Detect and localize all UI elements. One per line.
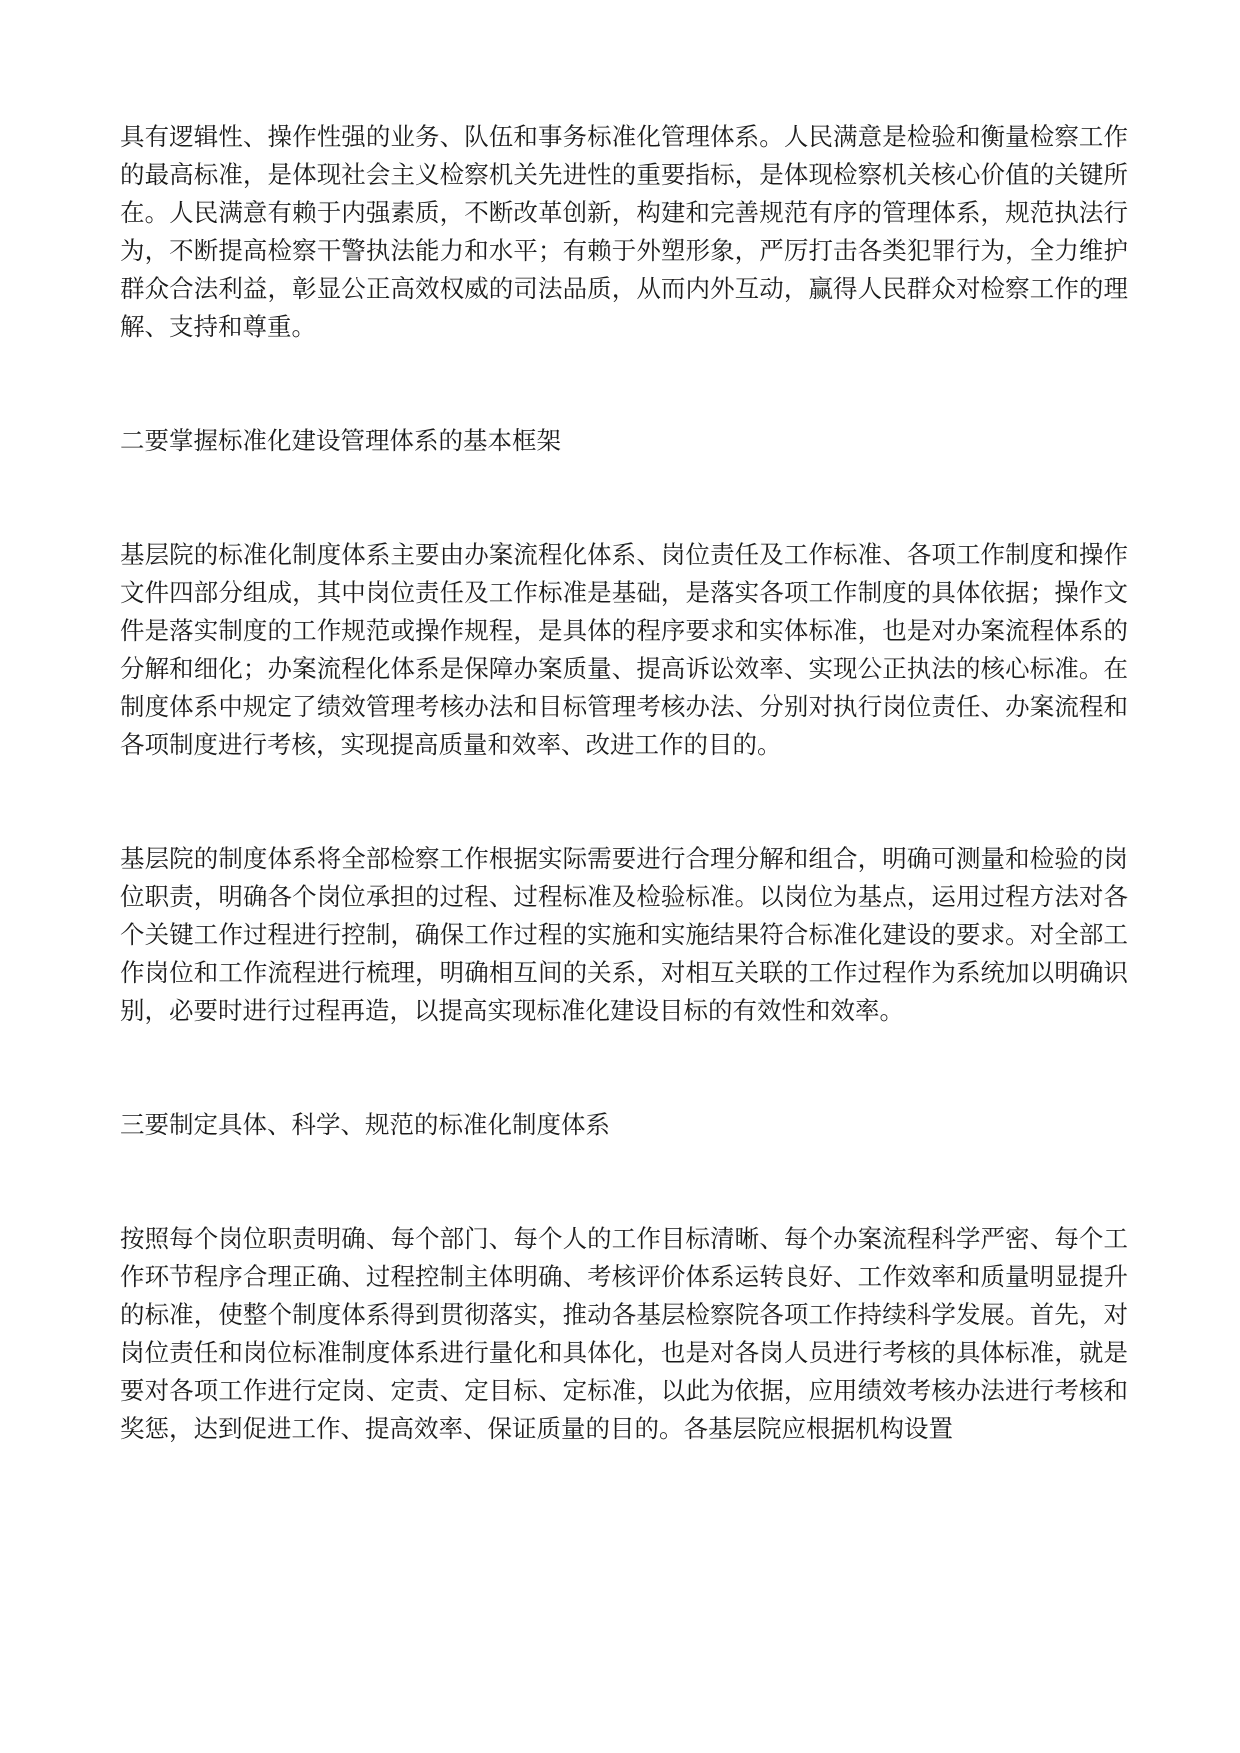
paragraph-gap bbox=[120, 1144, 1128, 1220]
paragraph-gap bbox=[120, 764, 1128, 840]
paragraph-system: 基层院的制度体系将全部检察工作根据实际需要进行合理分解和组合，明确可测量和检验的岗位职责，明确各个岗位承担的过程、过程标准及检验标准。以岗位为基点，运用过程方法对各个关键工作过程进行控制，确保工作过程的实施和实施结果符合标准化建设的要求。对全部工作岗位和工作流程进行梳理，明确相互间的关系，对相互关联的工作过程作为系统加以明确识别，必要时进行过程再造，以提高实现标准化建设目标的有效性和效率。 bbox=[120, 844, 1128, 1025]
paragraph-gap bbox=[120, 346, 1128, 422]
paragraph-gap bbox=[120, 1030, 1128, 1106]
section-heading-3: 三要制定具体、科学、规范的标准化制度体系 bbox=[120, 1110, 610, 1139]
paragraph-standards: 按照每个岗位职责明确、每个部门、每个人的工作目标清晰、每个办案流程科学严密、每个工作环节程序合理正确、过程控制主体明确、考核评价体系运转良好、工作效率和质量明显提升的标准，使整个制度体系得到贯彻落实，推动各基层检察院各项工作持续科学发展。首先，对岗位责任和岗位标准制度体系进行量化和具体化，也是对各岗人员进行考核的具体标准，就是要对各项工作进行定岗、定责、定目标、定标准，以此为依据，应用绩效考核办法进行考核和奖惩，达到促进工作、提高效率、保证质量的目的。各基层院应根据机构设置 bbox=[120, 1224, 1128, 1443]
paragraph-gap bbox=[120, 460, 1128, 536]
document-page bbox=[120, 118, 1128, 1448]
paragraph-framework: 基层院的标准化制度体系主要由办案流程化体系、岗位责任及工作标准、各项工作制度和操作文件四部分组成，其中岗位责任及工作标准是基础，是落实各项工作制度的具体依据；操作文件是落实制度的工作规范或操作规程，是具体的程序要求和实体标准，也是对办案流程体系的分解和细化；办案流程化体系是保障办案质量、提高诉讼效率、实现公正执法的核心标准。在制度体系中规定了绩效管理考核办法和目标管理考核办法、分别对执行岗位责任、办案流程和各项制度进行考核，实现提高质量和效率、改进工作的目的。 bbox=[120, 540, 1128, 759]
section-heading-2: 二要掌握标准化建设管理体系的基本框架 bbox=[120, 426, 561, 455]
paragraph-intro: 具有逻辑性、操作性强的业务、队伍和事务标准化管理体系。人民满意是检验和衡量检察工作的最高标准，是体现社会主义检察机关先进性的重要指标，是体现检察机关核心价值的关键所在。人民满意有赖于内强素质，不断改革创新，构建和完善规范有序的管理体系，规范执法行为，不断提高检察干警执法能力和水平；有赖于外塑形象，严厉打击各类犯罪行为，全力维护群众合法利益，彰显公正高效权威的司法品质，从而内外互动，赢得人民群众对检察工作的理解、支持和尊重。 bbox=[120, 122, 1128, 341]
